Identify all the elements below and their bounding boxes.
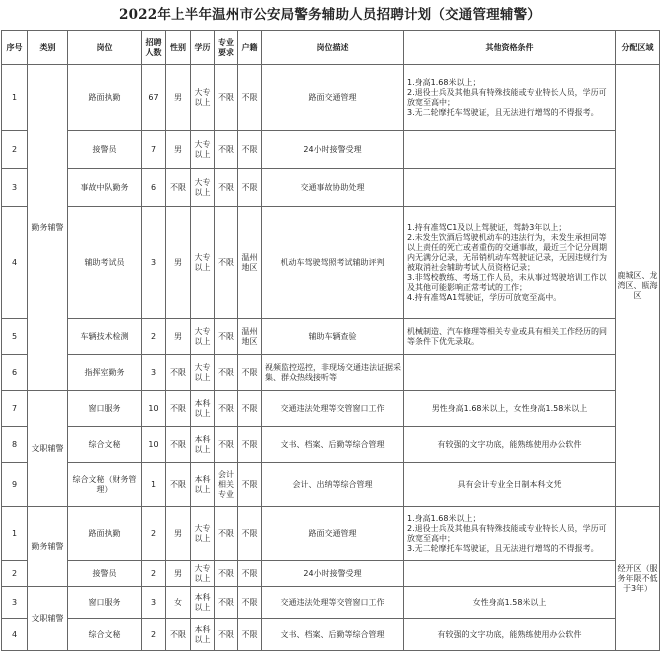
major-cell: 不限: [215, 587, 238, 619]
seq-cell: 1: [2, 507, 28, 561]
seq-cell: 9: [2, 463, 28, 507]
position-cell: 接警员: [68, 131, 142, 169]
header-seq: 序号: [2, 31, 28, 65]
major-cell: 不限: [215, 619, 238, 651]
table-row: [2, 131, 660, 169]
other-cell: 男性身高1.68米以上，女性身高1.58米以上: [404, 391, 616, 427]
household-cell: 温州地区: [238, 207, 262, 319]
description-cell: 文书、档案、后勤等综合管理: [262, 619, 404, 651]
table-row: [2, 319, 660, 355]
education-cell: 大专以上: [191, 319, 215, 355]
major-cell: 不限: [215, 319, 238, 355]
category-cell: 文职辅警: [28, 391, 68, 507]
position-cell: 接警员: [68, 561, 142, 587]
count-cell: 2: [142, 561, 166, 587]
count-cell: 10: [142, 391, 166, 427]
count-cell: 3: [142, 355, 166, 391]
header-region: 分配区域: [616, 31, 660, 65]
major-cell: 不限: [215, 355, 238, 391]
seq-cell: 3: [2, 169, 28, 207]
position-cell: 路面执勤: [68, 65, 142, 131]
seq-cell: 8: [2, 427, 28, 463]
table-row: [2, 427, 660, 463]
count-cell: 7: [142, 131, 166, 169]
header-education: 学历: [191, 31, 215, 65]
document-title: 2022年上半年温州市公安局警务辅助人员招聘计划（交通管理辅警）: [119, 7, 541, 23]
count-cell: 67: [142, 65, 166, 131]
household-cell: 不限: [238, 391, 262, 427]
description-cell: 24小时接警受理: [262, 131, 404, 169]
other-cell: 1.持有准驾C1及以上驾驶证，驾龄3年以上； 2.未发生饮酒后驾驶机动车的违法行为，未发生承担同等以上责任的死亡或者重伤的交通事故，最近三个记分周期内无满分记录，无吊销机动车驾驶证记录，无因违规行为被取消社会辅助考试人员资格记录； 3.非驾校教练、考场工作人员，未从事过驾驶培训工作以及其他可能影响正常考试的工作； 4.持有准驾A1驾驶证，学历可放宽至高中。: [404, 207, 616, 319]
category-cell: 文职辅警: [28, 587, 68, 651]
position-cell: 车辆技术检测: [68, 319, 142, 355]
gender-cell: 男: [166, 507, 191, 561]
household-cell: 不限: [238, 561, 262, 587]
table-row: [2, 355, 660, 391]
description-cell: 辅助车辆查验: [262, 319, 404, 355]
description-cell: 视频监控巡控，非现场交通违法证据采集、群众热线接听等: [262, 355, 404, 391]
gender-cell: 不限: [166, 391, 191, 427]
position-cell: 窗口服务: [68, 587, 142, 619]
major-cell: 不限: [215, 561, 238, 587]
header-gender: 性别: [166, 31, 191, 65]
gender-cell: 不限: [166, 463, 191, 507]
other-cell: [404, 131, 616, 169]
description-cell: 交通违法处理等交管窗口工作: [262, 587, 404, 619]
table-row: [2, 169, 660, 207]
description-cell: 交通事故协助处理: [262, 169, 404, 207]
gender-cell: 男: [166, 319, 191, 355]
position-cell: 综合文秘: [68, 619, 142, 651]
table-row: [2, 507, 660, 561]
other-cell: [404, 561, 616, 587]
gender-cell: 男: [166, 207, 191, 319]
count-cell: 3: [142, 207, 166, 319]
description-cell: 24小时接警受理: [262, 561, 404, 587]
header-description: 岗位描述: [262, 31, 404, 65]
count-cell: 3: [142, 587, 166, 619]
other-cell: [404, 355, 616, 391]
seq-cell: 3: [2, 587, 28, 619]
count-cell: 6: [142, 169, 166, 207]
header-household: 户籍: [238, 31, 262, 65]
major-cell: 会计相关专业: [215, 463, 238, 507]
category-cell: 勤务辅警: [28, 507, 68, 587]
household-cell: 不限: [238, 587, 262, 619]
education-cell: 大专以上: [191, 207, 215, 319]
education-cell: 大专以上: [191, 355, 215, 391]
position-cell: 辅助考试员: [68, 207, 142, 319]
gender-cell: 不限: [166, 619, 191, 651]
gender-cell: 女: [166, 587, 191, 619]
table-row: [2, 463, 660, 507]
table-row: [2, 207, 660, 319]
table-row: [2, 391, 660, 427]
household-cell: 不限: [238, 355, 262, 391]
description-cell: 交通违法处理等交管窗口工作: [262, 391, 404, 427]
count-cell: 1: [142, 463, 166, 507]
seq-cell: 6: [2, 355, 28, 391]
header-row: [2, 31, 660, 65]
description-cell: 会计、出纳等综合管理: [262, 463, 404, 507]
education-cell: 本科以上: [191, 619, 215, 651]
count-cell: 10: [142, 427, 166, 463]
education-cell: 大专以上: [191, 65, 215, 131]
major-cell: 不限: [215, 507, 238, 561]
seq-cell: 7: [2, 391, 28, 427]
other-cell: [404, 169, 616, 207]
education-cell: 大专以上: [191, 131, 215, 169]
position-cell: 窗口服务: [68, 391, 142, 427]
education-cell: 本科以上: [191, 391, 215, 427]
region-cell: 经开区（服务年限不低于3年）: [616, 507, 660, 651]
gender-cell: 不限: [166, 169, 191, 207]
other-cell: 1.身高1.68米以上； 2.退役士兵及其他具有特殊技能或专业特长人员，学历可放宽至高中； 3.无二轮摩托车驾驶证，且无法进行增驾的不得报考。: [404, 507, 616, 561]
table-row: [2, 619, 660, 651]
table-row: [2, 65, 660, 131]
major-cell: 不限: [215, 207, 238, 319]
position-cell: 事故中队勤务: [68, 169, 142, 207]
category-cell: 勤务辅警: [28, 65, 68, 391]
description-cell: 路面交通管理: [262, 65, 404, 131]
education-cell: 大专以上: [191, 169, 215, 207]
household-cell: 不限: [238, 427, 262, 463]
position-cell: 综合文秘（财务管理）: [68, 463, 142, 507]
position-cell: 路面执勤: [68, 507, 142, 561]
count-cell: 2: [142, 619, 166, 651]
table-row: [2, 587, 660, 619]
header-other: 其他资格条件: [404, 31, 616, 65]
seq-cell: 2: [2, 131, 28, 169]
description-cell: 文书、档案、后勤等综合管理: [262, 427, 404, 463]
other-cell: 机械制造、汽车修理等相关专业或具有相关工作经历的同等条件下优先录取。: [404, 319, 616, 355]
position-cell: 综合文秘: [68, 427, 142, 463]
seq-cell: 4: [2, 619, 28, 651]
household-cell: 不限: [238, 619, 262, 651]
other-cell: 有较强的文字功底，能熟练使用办公软件: [404, 619, 616, 651]
position-cell: 指挥室勤务: [68, 355, 142, 391]
seq-cell: 1: [2, 65, 28, 131]
header-category: 类别: [28, 31, 68, 65]
seq-cell: 5: [2, 319, 28, 355]
education-cell: 本科以上: [191, 463, 215, 507]
household-cell: 温州地区: [238, 319, 262, 355]
major-cell: 不限: [215, 65, 238, 131]
gender-cell: 男: [166, 131, 191, 169]
gender-cell: 不限: [166, 355, 191, 391]
count-cell: 2: [142, 507, 166, 561]
education-cell: 本科以上: [191, 587, 215, 619]
household-cell: 不限: [238, 507, 262, 561]
household-cell: 不限: [238, 131, 262, 169]
header-major: 专业要求: [215, 31, 238, 65]
description-cell: 机动车驾驶驾照考试辅助评判: [262, 207, 404, 319]
education-cell: 本科以上: [191, 427, 215, 463]
count-cell: 2: [142, 319, 166, 355]
other-cell: 有较强的文字功底，能熟练使用办公软件: [404, 427, 616, 463]
header-position: 岗位: [68, 31, 142, 65]
description-cell: 路面交通管理: [262, 507, 404, 561]
recruitment-table: [1, 30, 660, 651]
major-cell: 不限: [215, 391, 238, 427]
header-count: 招聘人数: [142, 31, 166, 65]
other-cell: 女性身高1.58米以上: [404, 587, 616, 619]
education-cell: 大专以上: [191, 507, 215, 561]
household-cell: 不限: [238, 169, 262, 207]
household-cell: 不限: [238, 463, 262, 507]
region-cell: 鹿城区、龙湾区、瓯海区: [616, 65, 660, 507]
other-cell: 具有会计专业全日制本科文凭: [404, 463, 616, 507]
table-row: [2, 561, 660, 587]
household-cell: 不限: [238, 65, 262, 131]
other-cell: 1.身高1.68米以上； 2.退役士兵及其他具有特殊技能或专业特长人员，学历可放宽至高中； 3.无二轮摩托车驾驶证，且无法进行增驾的不得报考。: [404, 65, 616, 131]
major-cell: 不限: [215, 427, 238, 463]
gender-cell: 男: [166, 561, 191, 587]
seq-cell: 2: [2, 561, 28, 587]
seq-cell: 4: [2, 207, 28, 319]
major-cell: 不限: [215, 169, 238, 207]
major-cell: 不限: [215, 131, 238, 169]
gender-cell: 男: [166, 65, 191, 131]
education-cell: 大专以上: [191, 561, 215, 587]
gender-cell: 不限: [166, 427, 191, 463]
